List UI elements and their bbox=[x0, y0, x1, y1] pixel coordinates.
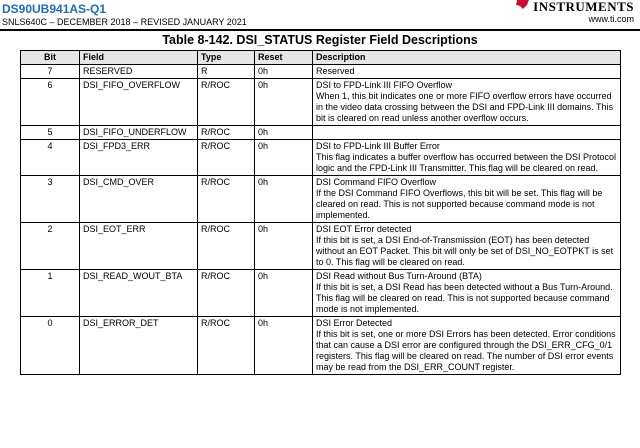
table-row bbox=[21, 270, 621, 317]
description-title: DSI Command FIFO Overflow bbox=[316, 177, 437, 187]
cell-description bbox=[313, 65, 621, 79]
cell-reset: 0h bbox=[255, 223, 313, 270]
page-header-left bbox=[2, 3, 247, 28]
description-body: If the DSI Command FIFO Overflows, this bit will be set. This flag will be cleared on read. This is not supported because command mode is not implemented. bbox=[316, 188, 603, 220]
header-divider bbox=[0, 29, 640, 31]
cell-field: DSI_FIFO_UNDERFLOW bbox=[80, 126, 198, 140]
column-header-bit: Bit bbox=[21, 51, 80, 65]
cell-description bbox=[313, 79, 621, 126]
cell-reset: 0h bbox=[255, 126, 313, 140]
cell-field: RESERVED bbox=[80, 65, 198, 79]
cell-reset: 0h bbox=[255, 270, 313, 317]
description-title: DSI Read without Bus Turn-Around (BTA) bbox=[316, 271, 482, 281]
cell-description bbox=[313, 270, 621, 317]
cell-type: R bbox=[198, 65, 255, 79]
cell-field: DSI_FPD3_ERR bbox=[80, 140, 198, 176]
register-field-table bbox=[20, 50, 621, 375]
cell-reset: 0h bbox=[255, 140, 313, 176]
cell-type: R/ROC bbox=[198, 140, 255, 176]
cell-field: DSI_ERROR_DET bbox=[80, 317, 198, 375]
table-row bbox=[21, 65, 621, 79]
description-body: This flag indicates a buffer overflow has occurred between the DSI Protocol logic and the FPD-Link III Transmitter. This flag will be cleared on read. bbox=[316, 152, 616, 173]
description-body: If this bit is set, one or more DSI Errors has been detected. Error conditions that can cause a DSI error are configured through the DSI_ERR_CFG_0/1 registers. This flag will be cleared on read. The number of DSI error events may be read from the DSI_ERR_COUNT register. bbox=[316, 329, 616, 372]
table-row bbox=[21, 126, 621, 140]
cell-description bbox=[313, 126, 621, 140]
column-header-field: Field bbox=[80, 51, 198, 65]
cell-bit: 7 bbox=[21, 65, 80, 79]
description-title: Reserved bbox=[316, 66, 355, 76]
cell-type: R/ROC bbox=[198, 270, 255, 317]
table-row bbox=[21, 176, 621, 223]
cell-bit: 5 bbox=[21, 126, 80, 140]
cell-field: DSI_READ_WOUT_BTA bbox=[80, 270, 198, 317]
cell-bit: 4 bbox=[21, 140, 80, 176]
cell-description bbox=[313, 140, 621, 176]
column-header-description: Description bbox=[313, 51, 621, 65]
column-header-type: Type bbox=[198, 51, 255, 65]
cell-reset: 0h bbox=[255, 317, 313, 375]
description-title: DSI EOT Error detected bbox=[316, 224, 412, 234]
part-number[interactable]: DS90UB941AS-Q1 bbox=[2, 2, 107, 16]
cell-reset: 0h bbox=[255, 79, 313, 126]
cell-field: DSI_EOT_ERR bbox=[80, 223, 198, 270]
table-row bbox=[21, 317, 621, 375]
cell-type: R/ROC bbox=[198, 176, 255, 223]
cell-bit: 2 bbox=[21, 223, 80, 270]
description-title: DSI to FPD-Link III Buffer Error bbox=[316, 141, 440, 151]
page-header-right bbox=[533, 0, 634, 25]
document-info: SNLS640C – DECEMBER 2018 – REVISED JANUARY 2021 bbox=[2, 17, 247, 27]
brand-name: INSTRUMENTS bbox=[533, 0, 634, 14]
table-row bbox=[21, 140, 621, 176]
cell-reset: 0h bbox=[255, 65, 313, 79]
cell-bit: 0 bbox=[21, 317, 80, 375]
cell-type: R/ROC bbox=[198, 79, 255, 126]
cell-type: R/ROC bbox=[198, 126, 255, 140]
cell-description bbox=[313, 176, 621, 223]
cell-bit: 1 bbox=[21, 270, 80, 317]
cell-field: DSI_FIFO_OVERFLOW bbox=[80, 79, 198, 126]
description-body: If this bit is set, a DSI Read has been detected without a Bus Turn-Around. This flag will be cleared on read. This is not supported because command mode is not implemented. bbox=[316, 282, 613, 314]
cell-bit: 3 bbox=[21, 176, 80, 223]
table-row bbox=[21, 223, 621, 270]
description-body: If this bit is set, a DSI End-of-Transmission (EOT) has been detected without an EOT Packet. This bit will only be set of DSI_NO_EOTPKT is set to 0. This flag will be cleared on read. bbox=[316, 235, 614, 267]
table-row bbox=[21, 79, 621, 126]
table-title: Table 8-142. DSI_STATUS Register Field Descriptions bbox=[162, 33, 478, 47]
description-title: DSI Error Detected bbox=[316, 318, 393, 328]
cell-bit: 6 bbox=[21, 79, 80, 126]
table-header-row bbox=[21, 51, 621, 65]
description-body: When 1, this bit indicates one or more FIFO overflow errors have occurred in the video data crossing between the DSI and FPD-Link III domains. This bit is cleared on read unless another overflow occurs. bbox=[316, 91, 613, 123]
column-header-reset: Reset bbox=[255, 51, 313, 65]
cell-description bbox=[313, 223, 621, 270]
cell-reset: 0h bbox=[255, 176, 313, 223]
texas-instruments-logo-icon bbox=[514, 0, 530, 10]
cell-type: R/ROC bbox=[198, 223, 255, 270]
cell-type: R/ROC bbox=[198, 317, 255, 375]
description-title: DSI to FPD-Link III FIFO Overflow bbox=[316, 80, 453, 90]
cell-description bbox=[313, 317, 621, 375]
cell-field: DSI_CMD_OVER bbox=[80, 176, 198, 223]
website-link[interactable]: www.ti.com bbox=[588, 14, 634, 24]
